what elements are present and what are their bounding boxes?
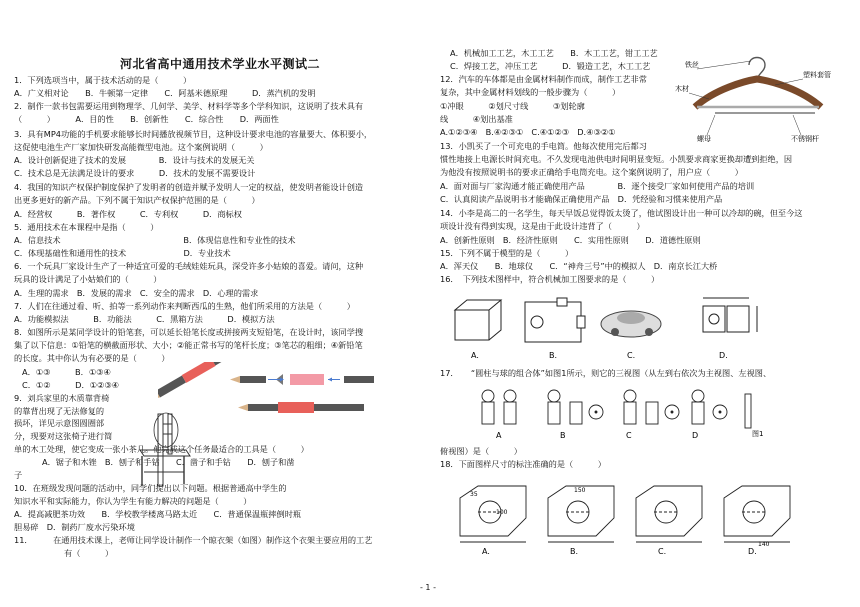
right-line: 13．小凯买了一个可充电的手电筒。他每次使用完后都习 xyxy=(440,141,647,151)
q18-dim-d-140: 140 xyxy=(758,541,770,548)
q16-option-a-box xyxy=(455,300,501,340)
left-line: A．提高减肥茶功效 B．学校教学楼离马路太近 C．普通保温瓶摔倒时瓶 xyxy=(14,509,302,519)
q18-label-c: C. xyxy=(658,547,667,556)
hanger-label-nut: 螺母 xyxy=(697,135,711,143)
left-line: 玩具的设计满足了小姑娘们的（ ） xyxy=(14,274,162,284)
left-line: C．技术总是无法满足设计的要求 D．技术的发展不需要设计 xyxy=(14,168,256,178)
right-line: 14．小李是高二的一名学生，每天早饭总觉得饭太烫了，他试图设计出一种可以冷却的碗，但至今这 xyxy=(440,208,803,218)
left-line: 胆易碎 D．制药厂废水污染环境 xyxy=(14,522,135,532)
left-line: 1．下列选项当中，属于技术活动的是（ ） xyxy=(14,75,192,85)
right-line: 俯视图）是（ ） xyxy=(440,446,522,456)
q16-label-c: C. xyxy=(627,351,636,360)
q16-figures xyxy=(445,288,775,364)
clothes-hanger-figure xyxy=(675,55,855,147)
q18-dim-a-35: 35 xyxy=(470,491,478,498)
q18-dim-b-150: 150 xyxy=(574,487,586,494)
q17-label-b: B xyxy=(560,431,566,440)
left-line: 出更多更好的新产品。下列不属于知识产权保护范围的是（ ） xyxy=(14,195,260,205)
left-line: A．锯子和木锉 B．刨子和手钻 C．凿子和手钻 D．刨子和凿 xyxy=(42,457,295,467)
left-line: 单的木工处理，使它变成一张小茶几。他完成这个任务最适合的工具是（ ） xyxy=(14,444,309,454)
right-line: A．面对面与厂家沟通才能正确使用产品 B．逐个接受厂家如何使用产品的培训 xyxy=(440,181,755,191)
hanger-label-steel: 不锈钢杆 xyxy=(791,135,819,143)
q16-label-b: B. xyxy=(549,351,558,360)
q18-label-a: A. xyxy=(482,547,490,556)
page-title: 河北省高中通用技术学业水平测试二 xyxy=(120,57,321,71)
left-line: 分，现要对这张椅子进行简 xyxy=(14,431,113,441)
left-line: 子 xyxy=(14,470,23,480)
right-line: A．机械加工工艺，木工工艺 B．木工工艺，钳工工艺 xyxy=(450,48,658,58)
right-line: 为他没有按照说明书的要求正确给手电筒充电。这个案例说明了，用户应（ ） xyxy=(440,167,743,177)
q17-label-d: D xyxy=(692,431,699,440)
left-line: 7．人们在往通过看、听、拍等一系列动作来判断西瓜的生熟，他们所采用的方法是（ ） xyxy=(14,301,355,311)
right-line: 线 ④划出基准 xyxy=(440,114,513,124)
left-line: 有（ ） xyxy=(64,548,114,558)
q17-figures xyxy=(470,380,770,442)
q17-figure-label: 图1 xyxy=(752,430,764,438)
left-line: A．设计创新促进了技术的发展 B．设计与技术的发展无关 xyxy=(14,155,255,165)
hanger-label-plastic: 塑料套管 xyxy=(803,71,831,79)
hanger-label-wood: 木材 xyxy=(675,85,689,93)
q18-figures xyxy=(452,478,812,556)
left-line: 知识水平和实际能力，你认为学生有能力解决的问题是（ ） xyxy=(14,496,252,506)
left-line: 集了以下信息：①铅笔的横截面形状、大小；②能正常书写的笔杆长度；③笔芯的粗细；④新铅笔 xyxy=(14,340,363,350)
left-line: 6．一个玩具厂家设计生产了一种适宜可爱的毛绒娃娃玩具，深受许多小姑娘的喜爱。请问，这种 xyxy=(14,261,364,271)
q18-dim-a-100: 100 xyxy=(496,509,508,516)
left-line: 的长度。其中你认为有必要的是（ ） xyxy=(14,353,170,363)
page-number: - 1 - xyxy=(420,583,436,592)
chair-figure xyxy=(130,410,198,488)
right-line: ①冲眼 ②划尺寸线 ③划轮廓 xyxy=(440,101,585,111)
left-line: A．信息技术 B．体现信息性和专业性的技术 xyxy=(14,235,296,245)
q16-option-c-car xyxy=(601,311,661,337)
left-line: 2．制作一款书包需要运用到物理学、几何学、美学、材料学等多个学科知识，这说明了技术具有 xyxy=(14,101,364,111)
q18-label-d: D. xyxy=(748,547,757,556)
right-line: C．认真阅读产品说明书才能确保正确使用产品 D．凭经验和习惯来使用产品 xyxy=(440,194,723,204)
left-line: 9．刘兵家里的木质靠背椅 xyxy=(14,393,110,403)
left-line: 损坏，详见示意图圆圈部 xyxy=(14,418,105,428)
hanger-label-iron: 铁丝 xyxy=(685,61,699,69)
left-line: 5．通用技术在本课程中是指（ ） xyxy=(14,222,159,232)
right-line: 17． “圆柱与球的组合体”如图1所示，则它的三视图（从左到右依次为主视图、左视图、 xyxy=(440,368,772,378)
right-line: 16． 下列技术图样中，符合机械加工图要求的是（ ） xyxy=(440,274,660,284)
right-line: 项设计没有得到实现，这是由于此设计违背了（ ） xyxy=(440,221,645,231)
left-line: 3．具有MP4功能的手机要求能够长时间播放视频节目，这种设计要求电池的容量要大、体积要小， xyxy=(14,129,373,139)
left-line: C．体现基础性和通用性的技术 D．专业技术 xyxy=(14,248,231,258)
q17-label-a: A xyxy=(496,431,502,440)
right-line: 复杂，其中金属材料划线的一般步骤为（ ） xyxy=(440,87,621,97)
right-line: A．创新性原则 B．经济性原则 C．实用性原则 D．道德性原则 xyxy=(440,235,701,245)
left-line: A．功能模拟法 B．功能法 C．黑箱方法 D．模拟方法 xyxy=(14,314,275,324)
right-line: 15．下列不属于模型的是（ ） xyxy=(440,248,574,258)
left-line: A．生理的需求 B．发展的需求 C．安全的需求 D．心理的需求 xyxy=(14,288,259,298)
q16-label-d: D. xyxy=(719,351,728,360)
q16-option-d-drawing xyxy=(703,298,757,332)
left-line: 4．我国的知识产权保护制度保护了发明者的创造并赋予发明人一定的权益，使发明者能设计创造 xyxy=(14,182,364,192)
q16-label-a: A. xyxy=(471,351,479,360)
right-line: C．焊接工艺，冲压工艺 D．锻造工艺，木工工艺 xyxy=(450,61,651,71)
left-line: 这促使电池生产厂家加快研发高能微型电池。这个案例说明（ ） xyxy=(14,142,268,152)
q18-label-b: B. xyxy=(570,547,579,556)
left-line: 的靠背出现了无法修复的 xyxy=(14,406,105,416)
q16-option-b-circuit xyxy=(525,298,585,342)
left-line: 10．在班级发现问题的活动中，同学们提出以下问题。根据普通高中学生的 xyxy=(14,483,287,493)
left-line: 11． 在通用技术课上，老师让同学设计制作一个晾衣架（如图）制作这个衣架主要应用的工艺 xyxy=(14,535,373,545)
right-line: 惯性地接上电源长时间充电。不久发现电池供电时间明显变短。小凯要求商家更换却遭到拒绝，因 xyxy=(440,154,793,164)
left-line: C．①② D．①②③④ xyxy=(22,380,119,390)
left-line: A．广义相对论 B．牛顿第一定律 C．阿基米德原理 D．蒸汽机的发明 xyxy=(14,88,316,98)
right-line: A.①②③④ B.④②③① C.④①②③ D.④③②① xyxy=(440,127,616,137)
left-line: A．经营权 B．著作权 C．专利权 D．商标权 xyxy=(14,209,242,219)
left-line: （ ） A．目的性 B．创新性 C．综合性 D．两面性 xyxy=(14,114,279,124)
right-line: 12．汽车的车体都是由金属材料制作而成，制作工艺非常 xyxy=(440,74,647,84)
left-line: 8．如图所示是某同学设计的铅笔套，可以延长铅笔长度或拼接两支短铅笔，在设计时，该同学搜 xyxy=(14,327,364,337)
left-line: A．①③ B．①③④ xyxy=(22,367,111,377)
q17-label-c: C xyxy=(626,431,632,440)
right-line: A．浑天仪 B．地球仪 C．“神舟三号”中的模拟人 D．南京长江大桥 xyxy=(440,261,718,271)
right-line: 18．下面图样尺寸的标注准确的是（ ） xyxy=(440,459,606,469)
